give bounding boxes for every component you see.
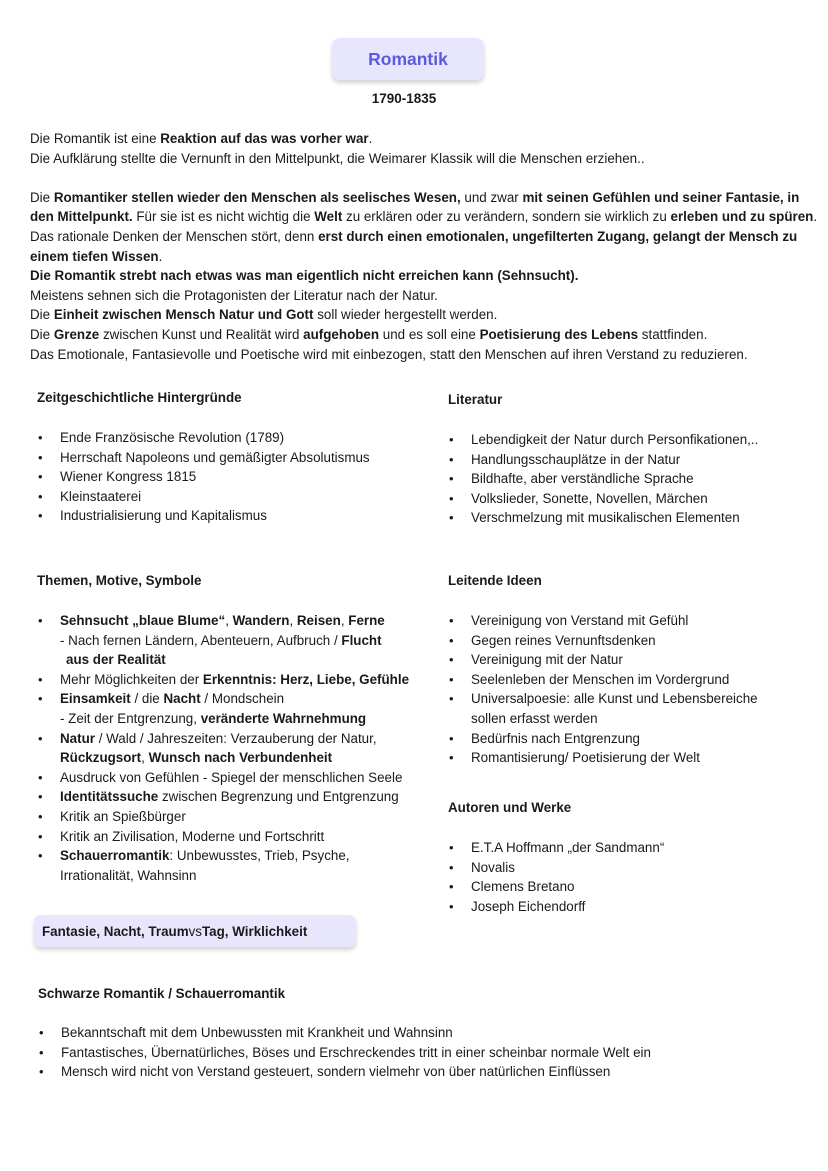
- list-item: • Vereinigung mit der Natur: [447, 650, 817, 670]
- page-title: Romantik: [368, 48, 448, 69]
- list-item: • Natur / Wald / Jahreszeiten: Verzauberung der Natur, Rückzugsort, Wunsch nach Verbundenheit: [36, 729, 446, 768]
- list-item: • Joseph Eichendorff: [447, 897, 817, 917]
- contrast-pill: Fantasie, Nacht, Traum vs Tag, Wirklichkeit: [34, 915, 356, 947]
- list-item: • Sehnsucht „blaue Blume“, Wandern, Reisen, Ferne - Nach fernen Ländern, Abenteuern, Aufbruch / Flucht aus der Realität: [36, 611, 446, 670]
- list-schwarz: [37, 1023, 817, 1082]
- list-item: • Clemens Bretano: [447, 877, 817, 897]
- list-item: • Kritik an Spießbürger: [36, 807, 446, 827]
- list-item: • Herrschaft Napoleons und gemäßigter Absolutismus: [36, 448, 436, 468]
- list-item: • Gegen reines Vernunftsdenken: [447, 631, 817, 651]
- list-item: • Romantisierung/ Poetisierung der Welt: [447, 748, 817, 768]
- list-item: • Kritik an Zivilisation, Moderne und Fortschritt: [36, 827, 446, 847]
- list-item: • Lebendigkeit der Natur durch Personfikationen,..: [447, 430, 817, 450]
- intro-emotionale: Das Emotionale, Fantasievolle und Poetische wird mit einbezogen, statt den Menschen auf ihren Verstand zu reduzieren.: [30, 346, 748, 362]
- list-item: • Ausdruck von Gefühlen - Spiegel der menschlichen Seele: [36, 768, 446, 788]
- list-item: • E.T.A Hoffmann „der Sandmann“: [447, 838, 817, 858]
- dates: 1790-1835: [371, 91, 437, 106]
- intro-einheit: Die Einheit zwischen Mensch Natur und Gott soll wieder hergestellt werden.: [30, 307, 498, 323]
- title-box: [332, 38, 484, 80]
- list-themen: [36, 611, 446, 885]
- list-item: • Schauerromantik: Unbewusstes, Trieb, Psyche, Irrationalität, Wahnsinn: [36, 846, 446, 885]
- list-item: • Fantastisches, Übernatürliches, Böses und Erschreckendes tritt in einer scheinbar normale Welt ein: [37, 1043, 817, 1063]
- heading-ideen: Leitende Ideen: [448, 573, 542, 588]
- list-ideen: [447, 611, 817, 768]
- list-item: • Novalis: [447, 858, 817, 878]
- list-item: • Handlungsschauplätze in der Natur: [447, 450, 817, 470]
- intro-grenze: Die Grenze zwischen Kunst und Realität wird aufgehoben und es soll eine Poetisierung des Lebens stattfinden.: [30, 326, 708, 342]
- list-item: • Bekanntschaft mit dem Unbewussten mit Krankheit und Wahnsinn: [37, 1023, 817, 1043]
- intro-line-1: Die Romantik ist eine Reaktion auf das was vorher war.: [30, 131, 373, 146]
- list-item: • Ende Französische Revolution (1789): [36, 428, 436, 448]
- heading-themen: Themen, Motive, Symbole: [37, 573, 202, 588]
- list-item: • Industrialisierung und Kapitalismus: [36, 506, 436, 526]
- list-item: • Wiener Kongress 1815: [36, 467, 436, 487]
- intro-natur: Meistens sehnen sich die Protagonisten der Literatur nach der Natur.: [30, 287, 438, 303]
- heading-zeit: Zeitgeschichtliche Hintergründe: [37, 390, 242, 405]
- heading-schwarz: Schwarze Romantik / Schauerromantik: [38, 986, 286, 1001]
- list-zeit: [36, 428, 436, 526]
- list-item: • Seelenleben der Menschen im Vordergrund: [447, 670, 817, 690]
- intro-line-2: Die Aufklärung stellte die Vernunft in den Mittelpunkt, die Weimarer Klassik will die Menschen erziehen..: [30, 150, 645, 166]
- list-item: • Mehr Möglichkeiten der Erkenntnis: Herz, Liebe, Gefühle: [36, 670, 446, 690]
- list-item: • Volkslieder, Sonette, Novellen, Märchen: [447, 489, 817, 509]
- list-item: • Universalpoesie: alle Kunst und Lebensbereiche sollen erfasst werden: [447, 689, 817, 728]
- list-literatur: [447, 430, 817, 528]
- heading-literatur: Literatur: [448, 392, 503, 407]
- list-item: • Identitätssuche zwischen Begrenzung und Entgrenzung: [36, 787, 446, 807]
- intro-text: [30, 129, 820, 364]
- list-item: • Vereinigung von Verstand mit Gefühl: [447, 611, 817, 631]
- heading-autoren: Autoren und Werke: [448, 800, 572, 815]
- list-item: • Mensch wird nicht von Verstand gesteuert, sondern vielmehr von über natürlichen Einflüssen: [37, 1062, 817, 1082]
- intro-paragraph-2: Die Romantiker stellen wieder den Menschen als seelisches Wesen, und zwar mit seinen Gefühlen und seiner Fantasie, in den Mittelpunkt. Für sie ist es nicht wichtig die Welt zu erklären oder zu verändern, sondern sie wirklich zu erleben und zu spüren. Das rationale Denken der Menschen stört, denn erst durch einen emotionalen, ungefilterten Zugang, gelangt der Mensch zu einem tiefen Wissen.: [30, 189, 818, 264]
- list-item: • Einsamkeit / die Nacht / Mondschein - Zeit der Entgrenzung, veränderte Wahrnehmung: [36, 689, 446, 728]
- list-item: • Bildhafte, aber verständliche Sprache: [447, 469, 817, 489]
- list-item: • Verschmelzung mit musikalischen Elementen: [447, 508, 817, 528]
- list-item: • Kleinstaaterei: [36, 487, 436, 507]
- list-autoren: [447, 838, 817, 916]
- intro-sehnsucht: Die Romantik strebt nach etwas was man eigentlich nicht erreichen kann (Sehnsucht).: [30, 268, 579, 284]
- list-item: • Bedürfnis nach Entgrenzung: [447, 729, 817, 749]
